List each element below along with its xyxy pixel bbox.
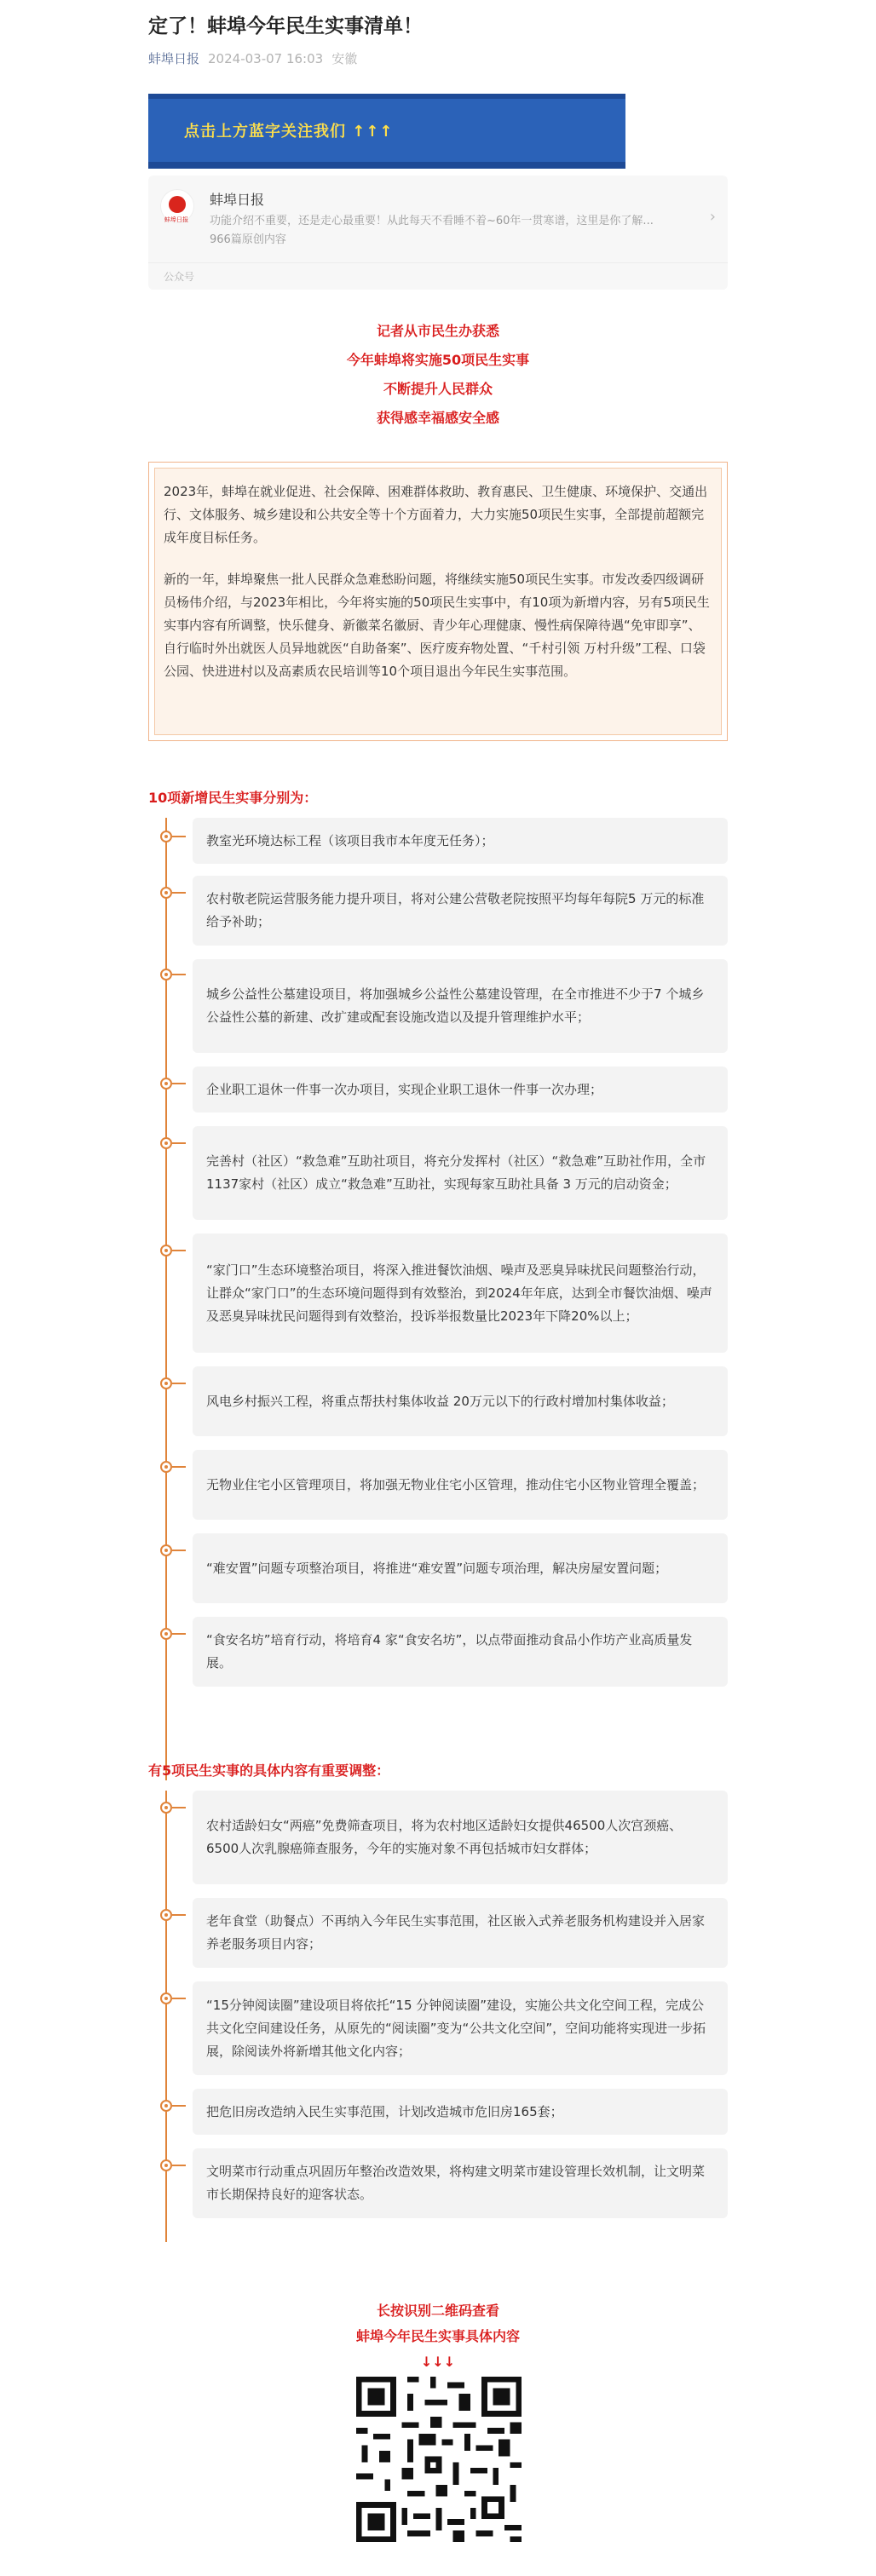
timeline-tick (172, 1466, 186, 1468)
list-item: 农村适龄妇女“两癌”免费筛查项目，将为农村地区适龄妇女提供46500人次宫颈癌、6500人次乳腺癌筛查服务，今年的实施对象不再包括城市妇女群体； (193, 1791, 728, 1884)
timeline-new (148, 818, 728, 1780)
headline-line: 不断提升人民群众 (383, 381, 493, 397)
timeline-dot (160, 1909, 172, 1921)
timeline-tick (172, 1383, 186, 1384)
timeline-dot (160, 1544, 172, 1556)
list-item: “15分钟阅读圈”建设项目将依托“15 分钟阅读圈”建设，实施公共文化空间工程，完成公共文化空间建设任务，从原先的“阅读圈”变为“公共文化空间”，空间功能将实现进一步拓展，除阅读外将新增其他文化内容； (193, 1981, 728, 2075)
intro-paragraph: 新的一年，蚌埠聚焦一批人民群众急难愁盼问题，将继续实施50项民生实事。市发改委四级调研员杨伟介绍，与2023年相比，今年将实施的50项民生实事中，有10项为新增内容，另有5项民生实事内容有所调整，快乐健身、新徽菜名徽厨、青少年心理健康、慢性病保障待遇“免审即享”、自行临时外出就医人员异地就医“自助备案”、医疗废弃物处置、“千村引领 万村升级”工程、口袋公园、快进进村以及高素质农民培训等10个项目退出今年民生实事范围。 (164, 572, 710, 679)
headline-line: 今年蚌埠将实施50项民生实事 (346, 352, 530, 368)
intro-paragraph: 2023年，蚌埠在就业促进、社会保障、困难群体救助、教育惠民、卫生健康、环境保护、交通出行、文体服务、城乡建设和公共安全等十个方面着力，大力实施50项民生实事，全部提前超额完成年度目标任务。 (164, 484, 708, 545)
banner-bottom-stripe (148, 162, 625, 169)
down-arrows-icon: ↓↓↓ (420, 2354, 456, 2370)
timeline-tick (172, 1807, 186, 1808)
headline-line: 获得感幸福感安全感 (376, 410, 499, 426)
follow-banner[interactable] (148, 94, 625, 169)
account-card[interactable] (148, 175, 728, 290)
headline-line: 记者从市民生办获悉 (376, 323, 499, 339)
timeline-dot (160, 1802, 172, 1814)
timeline-dot (160, 1461, 172, 1473)
banner-text: 点击上方蓝字关注我们 ↑↑↑ (184, 123, 394, 141)
list-item: 文明菜市行动重点巩固历年整治改造效果，将构建文明菜市建设管理长效机制，让文明菜市长期保持良好的迎客状态。 (193, 2148, 728, 2218)
list-item: 完善村（社区）“救急难”互助社项目，将充分发挥村（社区）“救急难”互助社作用，全市1137家村（社区）成立“救急难”互助社，实现每家互助社具备 3 万元的启动资金； (193, 1126, 728, 1220)
timeline-dot (160, 1992, 172, 2004)
timeline-dot (160, 1137, 172, 1149)
list-item: 城乡公益性公墓建设项目，将加强城乡公益性公墓建设管理，在全市推进不少于7 个城乡公益性公墓的新建、改扩建或配套设施改造以及提升管理维护水平； (193, 959, 728, 1053)
list-item: “难安置”问题专项整治项目，将推进“难安置”问题专项治理，解决房屋安置问题； (193, 1533, 728, 1603)
timeline-dot (160, 831, 172, 842)
article-meta (148, 49, 728, 68)
list-item: “家门口”生态环境整治项目，将深入推进餐饮油烟、噪声及恶臭异味扰民问题整治行动，让群众“家门口”的生态环境问题得到有效整治，到2024年年底，达到全市餐饮油烟、噪声及恶臭异味扰民问题得到有效整治，投诉举报数量比2023年下降20%以上； (193, 1233, 728, 1353)
timeline-tick (172, 1083, 186, 1084)
list-item: “食安名坊”培育行动，将培育4 家“食安名坊”，以点带面推动食品小作坊产业高质量发展。 (193, 1617, 728, 1687)
timeline-tick (172, 1914, 186, 1916)
publish-datetime: 2024-03-07 16:03 (208, 51, 324, 66)
section-title-adjusted: 有5项民生实事的具体内容有重要调整： (148, 1762, 390, 1779)
headline-block (148, 317, 728, 433)
timeline-tick (172, 1142, 186, 1144)
intro-box (148, 462, 728, 741)
account-logo-text: 蚌埠日报 (164, 216, 188, 223)
list-item: 无物业住宅小区管理项目，将加强无物业住宅小区管理，推动住宅小区物业管理全覆盖； (193, 1450, 728, 1520)
timeline-dot (160, 1628, 172, 1640)
timeline-dot (160, 887, 172, 899)
list-item: 风电乡村振兴工程，将重点帮扶村集体收益 20万元以下的行政村增加村集体收益； (193, 1366, 728, 1436)
timeline-dot (160, 2100, 172, 2112)
timeline-dot (160, 969, 172, 980)
timeline-tick (172, 836, 186, 837)
timeline-dot (160, 1078, 172, 1090)
card-divider (148, 262, 728, 263)
account-article-count: 966篇原创内容 (210, 233, 286, 246)
publish-location: 安徽 (331, 51, 358, 66)
timeline-adjusted (148, 1791, 728, 2242)
source-link[interactable]: 蚌埠日报 (148, 51, 200, 66)
section-title-new: 10项新增民生实事分别为： (148, 790, 318, 806)
list-item: 老年食堂（助餐点）不再纳入今年民生实事范围，社区嵌入式养老服务机构建设并入居家养老服务项目内容； (193, 1898, 728, 1968)
timeline-tick (172, 1633, 186, 1635)
article-title: 定了！蚌埠今年民生实事清单！ (148, 15, 423, 37)
qr-callout-line: 蚌埠今年民生实事具体内容 (355, 2328, 520, 2344)
timeline-tick (172, 892, 186, 894)
list-item: 教室光环境达标工程（该项目我市本年度无任务）； (193, 818, 728, 864)
timeline-tick (172, 2105, 186, 2107)
timeline-dot (160, 1245, 172, 1256)
banner-top-stripe (148, 94, 625, 99)
timeline-tick (172, 974, 186, 975)
qr-code-icon[interactable] (356, 2377, 522, 2542)
chevron-right-icon: › (709, 208, 716, 226)
qr-callout (148, 2298, 728, 2375)
list-item: 农村敬老院运营服务能力提升项目，将对公建公营敬老院按照平均每年每院5 万元的标准给予补助； (193, 876, 728, 946)
account-name: 蚌埠日报 (210, 192, 265, 208)
timeline-tick (172, 1250, 186, 1251)
account-logo-icon (160, 189, 194, 223)
account-type-tag: 公众号 (164, 271, 195, 283)
qr-callout-line: 长按识别二维码查看 (376, 2303, 499, 2319)
intro-inner (154, 468, 722, 735)
timeline-tick (172, 1550, 186, 1551)
timeline-dot (160, 1377, 172, 1389)
timeline-tick (172, 1998, 186, 1999)
timeline-line (165, 1791, 167, 2242)
account-description: 功能介绍不重要，还是走心最重要！从此每天不看睡不着~60年一贯寒谱，这里是你了解... (210, 215, 654, 227)
list-item: 把危旧房改造纳入民生实事范围，计划改造城市危旧房165套； (193, 2089, 728, 2135)
list-item: 企业职工退休一件事一次办项目，实现企业职工退休一件事一次办理； (193, 1067, 728, 1113)
timeline-tick (172, 2165, 186, 2166)
timeline-dot (160, 2159, 172, 2171)
